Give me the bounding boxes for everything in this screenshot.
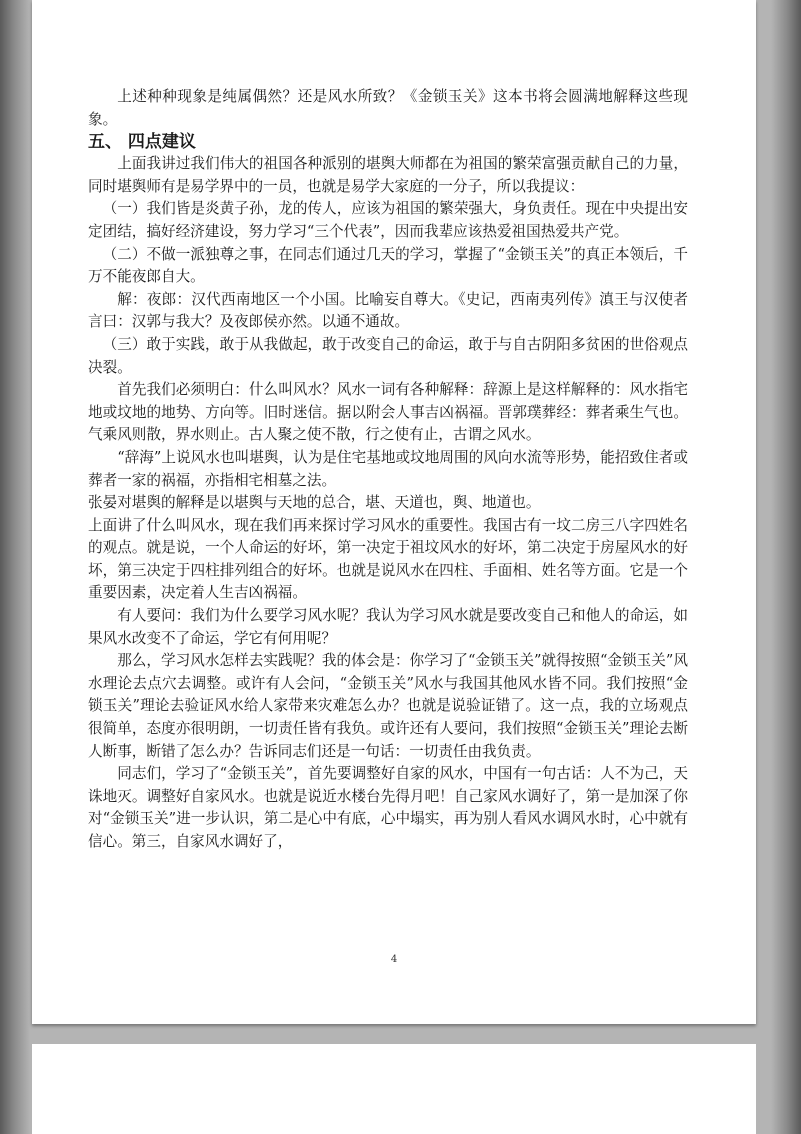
paragraph-suggestion-3: （三）敢于实践，敢于从我做起，敢于改变自己的命运，敢于与自古阴阳多贫困的世俗观点决裂。 <box>88 335 688 376</box>
paragraph-importance: 上面讲了什么叫风水，现在我们再来探讨学习风水的重要性。我国古有一坟二房三八字四姓名的观点。就是说，一个人命运的好坏，第一决定于祖坟风水的好坏，第二决定于房屋风水的好坏，第三决定于四柱排列组合的好坏。也就是说风水在四柱、手面相、姓名等方面。它是一个重要因素，决定着人生吉凶祸福。 <box>88 516 688 602</box>
paragraph-suggestion-2: （二）不做一派独尊之事，在同志们通过几天的学习，掌握了“金锁玉关”的真正本领后，千万不能夜郎自大。 <box>88 245 688 286</box>
paragraph-intro: 上面我讲过我们伟大的祖国各种派别的堪舆大师都在为祖国的繁荣富强贡献自己的力量，同时堪舆师有是易学界中的一员，也就是易学大家庭的一分子，所以我提议： <box>88 155 688 195</box>
section-heading: 五、 四点建议 <box>88 132 196 153</box>
page-number: 4 <box>390 954 398 965</box>
paragraph-explanation: 解：夜郎：汉代西南地区一个小国。比喻妄自尊大。《史记，西南夷列传》滇王与汉使者言曰：汉郭与我大？及夜郎侯亦然。以通不通故。 <box>88 290 688 331</box>
paragraph-phenomena: 上述种种现象是纯属偶然？还是风水所致？《金锁玉关》这本书将会圆满地解释这些现象。 <box>88 88 688 128</box>
document-page <box>32 0 756 1024</box>
paragraph-practice: 那么，学习风水怎样去实践呢？我的体会是：你学习了“金锁玉关”就得按照“金锁玉关”风水理论去点穴去调整。或许有人会问，“金锁玉关”风水与我国其他风水皆不同。我们按照“金锁玉关”理论去验证风水给人家带来灾难怎么办？也就是说验证错了。这一点，我的立场观点很简单，态度亦很明朗，一切责任皆有我负。或许还有人要问，我们按照“金锁玉关”理论去断人断事，断错了怎么办？告诉同志们还是一句话：一切责任由我负责。 <box>88 652 688 760</box>
paragraph-comrades: 同志们，学习了“金锁玉关”，首先要调整好自家的风水，中国有一句古话：人不为己，天诛地灭。调整好自家风水。也就是说近水楼台先得月吧！自己家风水调好了，第一是加深了你对“金锁玉关”进一步认识，第二是心中有底，心中塌实，再为别人看风水调风水时，心中就有信心。第三，自家风水调好了， <box>88 765 688 850</box>
paragraph-zhangyan: 张晏对堪舆的解释是以堪舆与天地的总合，堪、天道也，舆、地道也。 <box>88 494 541 512</box>
paragraph-fengshui-definition: 首先我们必须明白：什么叫风水？风水一词有各种解释：辞源上是这样解释的：风水指宅地或坟地的地势、方向等。旧时迷信。据以附会人事吉凶祸福。晋郭璞葬经：葬者乘生气也。气乘风则散，界水则止。古人聚之使不散，行之使有止，古谓之风水。 <box>88 381 688 444</box>
page-body <box>88 86 688 854</box>
paragraph-why-learn: 有人要问：我们为什么要学习风水呢？我认为学习风水就是要改变自己和他人的命运，如果风水改变不了命运，学它有何用呢？ <box>88 607 688 647</box>
paragraph-suggestion-1: （一）我们皆是炎黄子孙，龙的传人，应该为祖国的繁荣强大，身负责任。现在中央提出安定团结，搞好经济建设，努力学习“三个代表”，因而我辈应该热爱祖国热爱共产党。 <box>88 200 688 240</box>
paragraph-cihai: “辞海”上说风水也叫堪舆，认为是住宅基地或坟地周围的风向水流等形势，能招致住者或葬者一家的祸福，亦指相宅相墓之法。 <box>88 448 688 489</box>
next-page <box>32 1044 756 1134</box>
